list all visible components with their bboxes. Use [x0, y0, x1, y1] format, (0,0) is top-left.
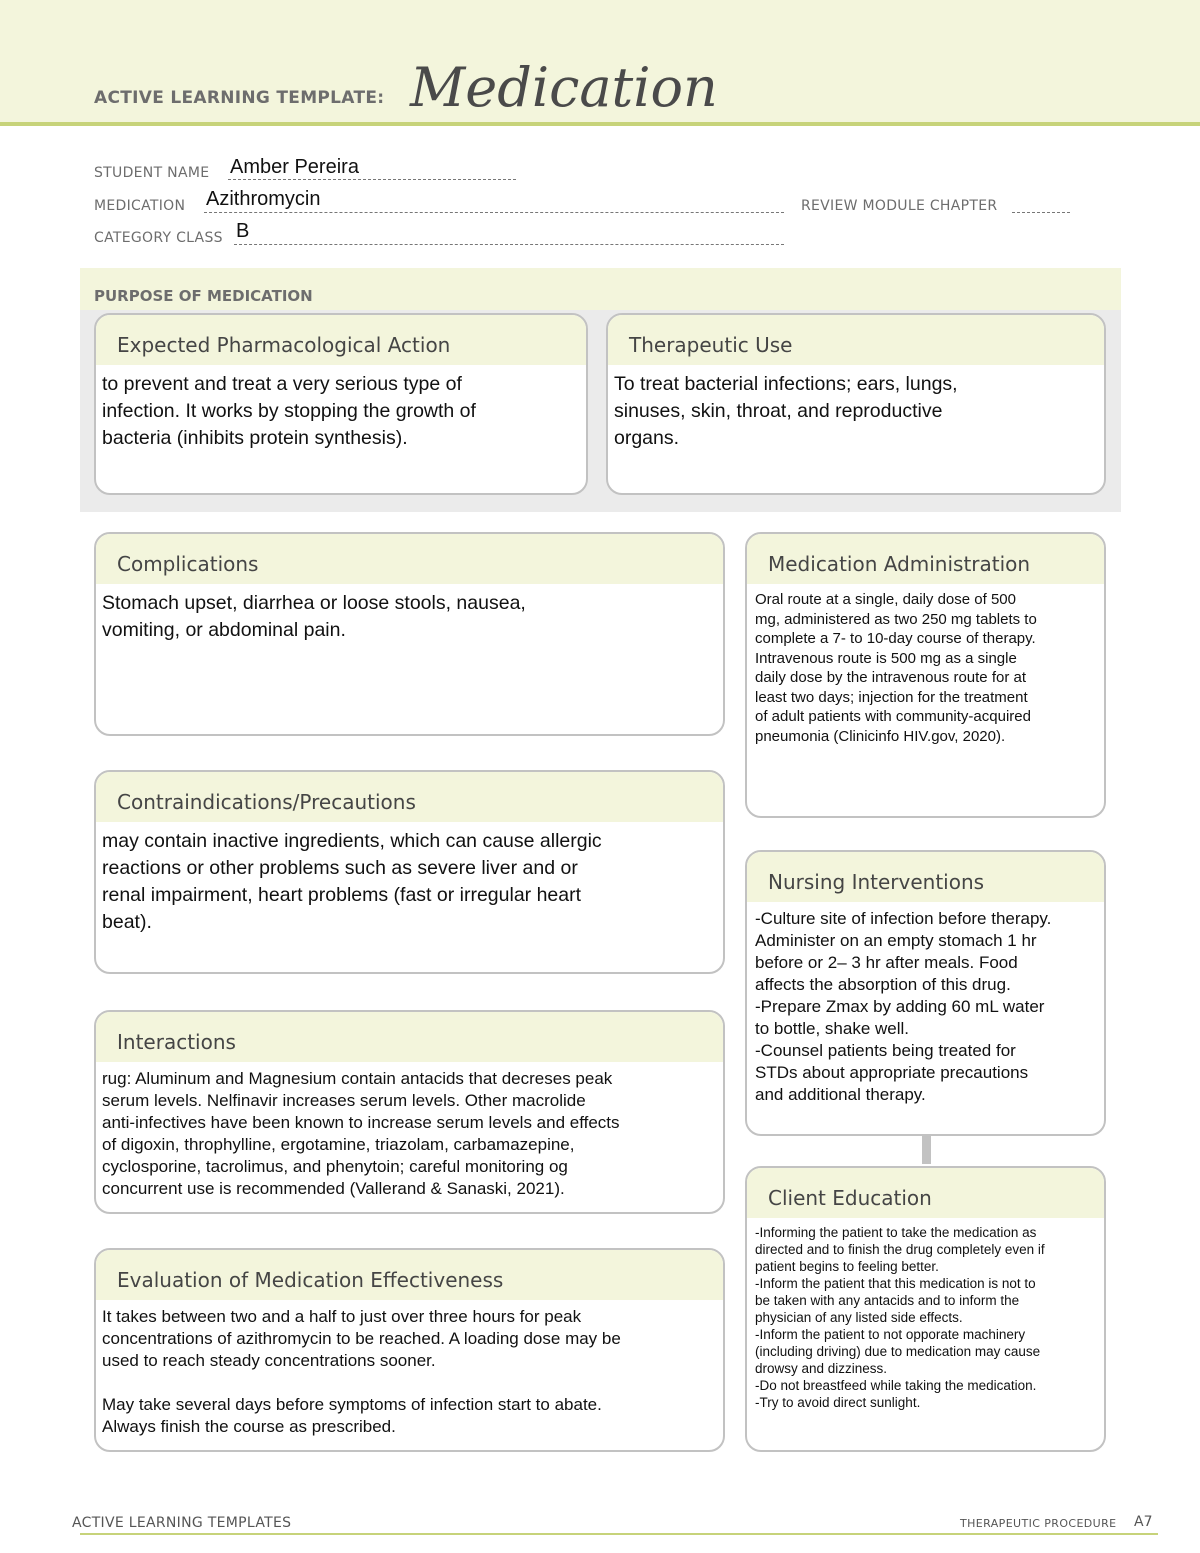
category-class-label: CATEGORY CLASS	[94, 230, 223, 246]
evaluation-text[interactable]: It takes between two and a half to just over three hours for peak concentrations of azithromycin to be reached. A loading dose may be used to reach steady concentrations sooner. May take several days before symptoms of infection start to abate. Always finish the course as prescribed.	[102, 1307, 621, 1436]
footer-rule	[80, 1533, 1158, 1535]
client-education-box	[745, 1166, 1106, 1452]
footer-right-label: THERAPEUTIC PROCEDURE	[960, 1517, 1117, 1530]
medication-field[interactable]: Azithromycin	[206, 188, 321, 210]
student-name-field[interactable]: Amber Pereira	[230, 156, 359, 178]
category-class-line	[234, 243, 784, 245]
client-education-title: Client Education	[747, 1168, 1104, 1218]
contraindications-title: Contraindications/Precautions	[96, 772, 723, 822]
interactions-box	[94, 1010, 725, 1214]
contraindications-box	[94, 770, 725, 974]
complications-box	[94, 532, 725, 736]
administration-text[interactable]: Oral route at a single, daily dose of 500 mg, administered as two 250 mg tablets to complete a 7- to 10-day course of therapy. Intravenous route is 500 mg as a single daily dose by the intravenous route for at least two days; injection for the treatment of adult patients with community-acquired pneumonia (Clinicinfo HIV.gov, 2020).	[755, 591, 1037, 745]
expected-action-title: Expected Pharmacological Action	[96, 315, 586, 365]
expected-action-text[interactable]: to prevent and treat a very serious type of infection. It works by stopping the growth of bacteria (inhibits protein synthesis).	[102, 373, 476, 449]
interactions-title: Interactions	[96, 1012, 723, 1062]
expected-action-box	[94, 313, 588, 495]
medication-label: MEDICATION	[94, 198, 186, 214]
complications-text[interactable]: Stomach upset, diarrhea or loose stools, nausea, vomiting, or abdominal pain.	[102, 592, 526, 641]
page-title: Medication	[410, 56, 718, 119]
evaluation-box	[94, 1248, 725, 1452]
page-number: A7	[1134, 1514, 1153, 1530]
student-name-label: STUDENT NAME	[94, 165, 210, 181]
interactions-text[interactable]: rug: Aluminum and Magnesium contain antacids that decreses peak serum levels. Nelfinavir increases serum levels. Other macrolide anti-infectives have been known to increase serum levels and effects of digoxin, throphylline, ergotamine, triazolam, carbamazepine, cyclosporine, tacrolimus, and phenytoin; careful monitoring og concurrent use is recommended (Vallerand & Sanaski, 2021).	[102, 1069, 620, 1198]
box-connector	[922, 1134, 931, 1164]
nursing-interventions-box	[745, 850, 1106, 1136]
nursing-interventions-title: Nursing Interventions	[747, 852, 1104, 902]
review-module-label: REVIEW MODULE CHAPTER	[801, 198, 998, 214]
template-label: ACTIVE LEARNING TEMPLATE:	[94, 88, 385, 108]
complications-title: Complications	[96, 534, 723, 584]
review-module-line[interactable]	[1012, 211, 1070, 213]
therapeutic-use-title: Therapeutic Use	[608, 315, 1104, 365]
evaluation-title: Evaluation of Medication Effectiveness	[96, 1250, 723, 1300]
purpose-label: PURPOSE OF MEDICATION	[94, 287, 313, 305]
category-class-field[interactable]: B	[236, 220, 250, 242]
therapeutic-use-box	[606, 313, 1106, 495]
therapeutic-use-text[interactable]: To treat bacterial infections; ears, lungs, sinuses, skin, throat, and reproductive organs.	[614, 373, 958, 449]
administration-title: Medication Administration	[747, 534, 1104, 584]
header-rule	[0, 122, 1200, 126]
contraindications-text[interactable]: may contain inactive ingredients, which can cause allergic reactions or other problems such as severe liver and or renal impairment, heart problems (fast or irregular heart beat).	[102, 830, 602, 933]
nursing-interventions-text[interactable]: -Culture site of infection before therapy. Administer on an empty stomach 1 hr before or 2– 3 hr after meals. Food affects the absorption of this drug. -Prepare Zmax by adding 60 mL water to bottle, shake well. -Counsel patients being treated for STDs about appropriate precautions and additional therapy.	[755, 909, 1052, 1104]
medication-line	[204, 211, 784, 213]
client-education-text[interactable]: -Informing the patient to take the medication as directed and to finish the drug completely even if patient begins to feeling better. -Inform the patient that this medication is not to be taken with any antacids and to inform the physician of any listed side effects. -Inform the patient to not opporate machinery (including driving) due to medication may cause drowsy and dizziness. -Do not breastfeed while taking the medication. -Try to avoid direct sunlight.	[755, 1225, 1045, 1410]
administration-box	[745, 532, 1106, 818]
footer-left-label: ACTIVE LEARNING TEMPLATES	[72, 1515, 292, 1531]
